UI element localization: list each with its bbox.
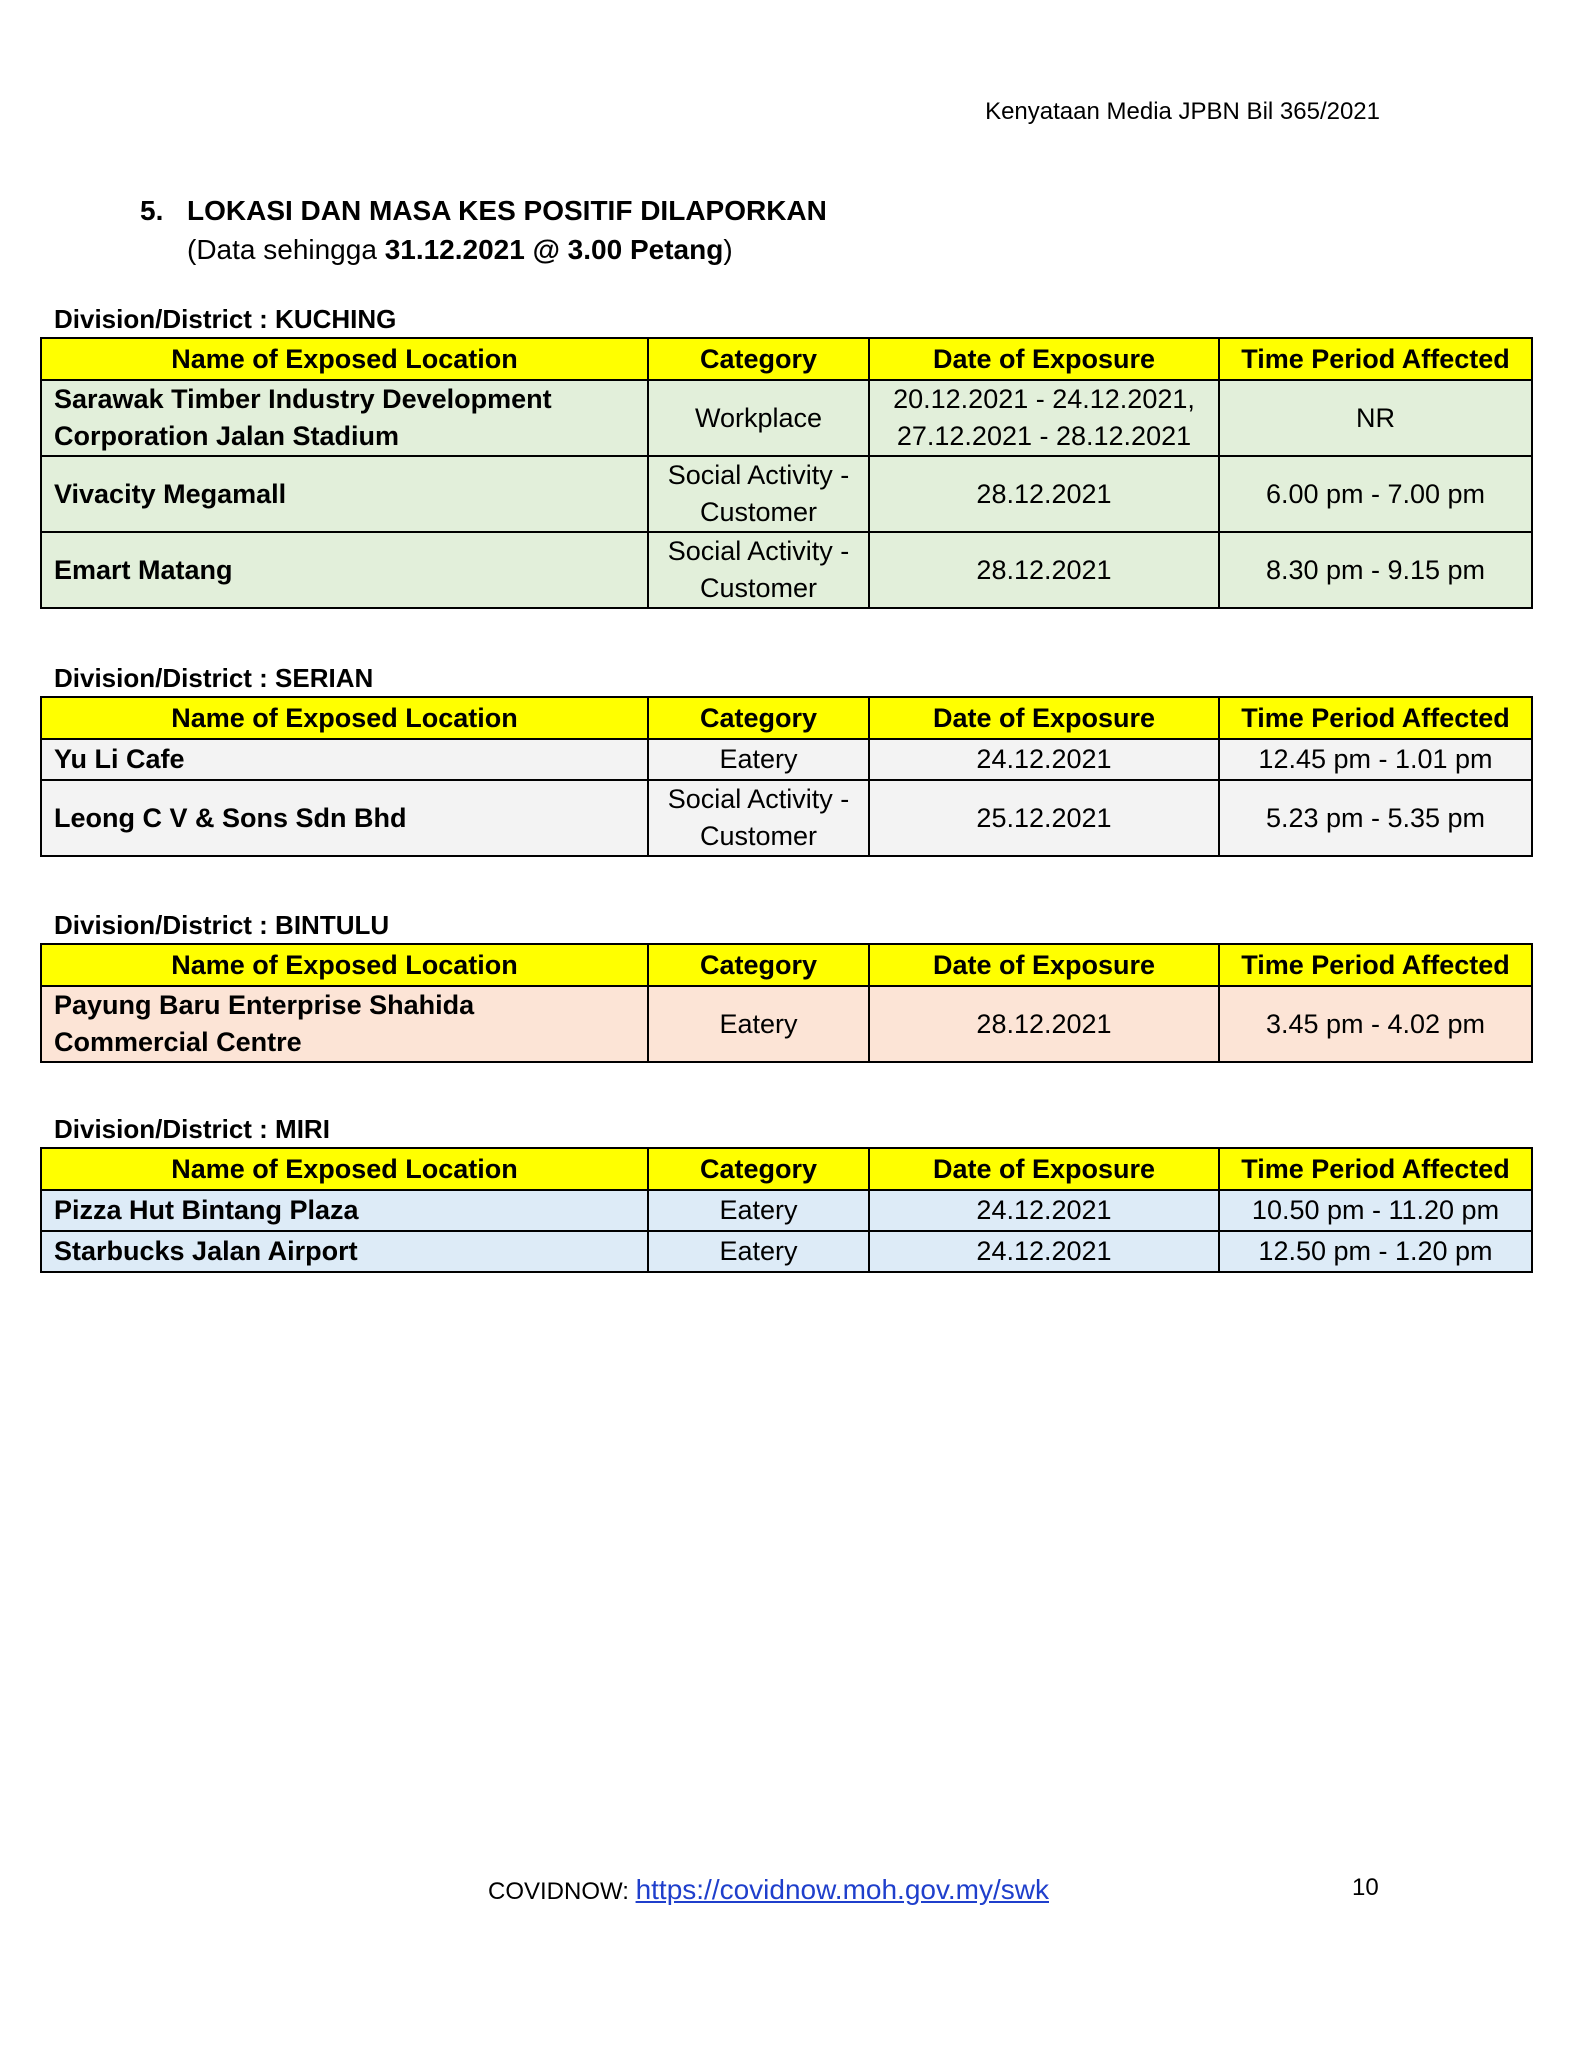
column-header: Category [648,338,869,380]
table-row [41,780,1532,856]
exposure-table [40,1147,1533,1273]
division-title: Division/District : KUCHING [54,304,397,334]
document-reference: Kenyataan Media JPBN Bil 365/2021 [985,98,1380,125]
location-cell: Sarawak Timber Industry Development Corporation Jalan Stadium [41,380,648,456]
time-cell: 6.00 pm - 7.00 pm [1219,456,1532,532]
section-subtitle [187,234,733,266]
time-cell: 5.23 pm - 5.35 pm [1219,780,1532,856]
date-cell: 24.12.2021 [869,1190,1219,1231]
location-cell: Vivacity Megamall [41,456,648,532]
division-bintulu [40,907,1531,1063]
column-header: Category [648,1148,869,1190]
location-cell: Payung Baru Enterprise Shahida Commercial Centre [41,986,648,1062]
time-cell: 10.50 pm - 11.20 pm [1219,1190,1532,1231]
category-cell: Social Activity - Customer [648,456,869,532]
column-header: Time Period Affected [1219,1148,1532,1190]
page-number: 10 [1352,1874,1379,1901]
table-row [41,380,1532,456]
section-heading [140,195,827,227]
category-cell: Eatery [648,986,869,1062]
subtitle-suffix: ) [723,234,733,265]
section-number: 5. [140,195,164,226]
date-cell: 20.12.2021 - 24.12.2021, 27.12.2021 - 28.12.2021 [869,380,1219,456]
column-header: Date of Exposure [869,1148,1219,1190]
table-header-row [41,944,1532,986]
table-header-row [41,697,1532,739]
division-title: Division/District : SERIAN [54,663,374,693]
column-header: Time Period Affected [1219,697,1532,739]
table-row [41,1231,1532,1272]
division-serian [40,660,1531,857]
location-cell: Pizza Hut Bintang Plaza [41,1190,648,1231]
exposure-table [40,696,1533,857]
location-cell: Emart Matang [41,532,648,608]
column-header: Name of Exposed Location [41,1148,648,1190]
table-row [41,456,1532,532]
location-cell: Leong C V & Sons Sdn Bhd [41,780,648,856]
column-header: Category [648,944,869,986]
exposure-table [40,943,1533,1063]
category-cell: Social Activity - Customer [648,532,869,608]
column-header: Name of Exposed Location [41,338,648,380]
time-cell: NR [1219,380,1532,456]
column-header: Time Period Affected [1219,338,1532,380]
division-title: Division/District : BINTULU [54,910,390,940]
column-header: Name of Exposed Location [41,697,648,739]
column-header: Category [648,697,869,739]
section-title: LOKASI DAN MASA KES POSITIF DILAPORKAN [187,195,827,226]
division-kuching [40,301,1531,609]
subtitle-prefix: (Data sehingga [187,234,385,265]
column-header: Date of Exposure [869,338,1219,380]
date-cell: 28.12.2021 [869,456,1219,532]
category-cell: Eatery [648,739,869,780]
column-header: Date of Exposure [869,944,1219,986]
division-title: Division/District : MIRI [54,1114,330,1144]
date-cell: 24.12.2021 [869,739,1219,780]
location-cell: Yu Li Cafe [41,739,648,780]
column-header: Date of Exposure [869,697,1219,739]
column-header: Time Period Affected [1219,944,1532,986]
division-miri [40,1111,1531,1273]
exposure-table [40,337,1533,609]
table-row [41,1190,1532,1231]
category-cell: Eatery [648,1231,869,1272]
date-cell: 25.12.2021 [869,780,1219,856]
time-cell: 12.50 pm - 1.20 pm [1219,1231,1532,1272]
time-cell: 3.45 pm - 4.02 pm [1219,986,1532,1062]
time-cell: 12.45 pm - 1.01 pm [1219,739,1532,780]
table-row [41,739,1532,780]
table-row [41,532,1532,608]
table-header-row [41,1148,1532,1190]
location-cell: Starbucks Jalan Airport [41,1231,648,1272]
footer [488,1874,1049,1906]
time-cell: 8.30 pm - 9.15 pm [1219,532,1532,608]
date-cell: 28.12.2021 [869,532,1219,608]
subtitle-date: 31.12.2021 @ 3.00 Petang [384,234,724,265]
date-cell: 28.12.2021 [869,986,1219,1062]
column-header: Name of Exposed Location [41,944,648,986]
category-cell: Eatery [648,1190,869,1231]
table-row [41,986,1532,1062]
category-cell: Social Activity - Customer [648,780,869,856]
covidnow-link[interactable]: https://covidnow.moh.gov.my/swk [635,1874,1049,1905]
footer-label: COVIDNOW: [488,1878,636,1905]
date-cell: 24.12.2021 [869,1231,1219,1272]
table-header-row [41,338,1532,380]
category-cell: Workplace [648,380,869,456]
